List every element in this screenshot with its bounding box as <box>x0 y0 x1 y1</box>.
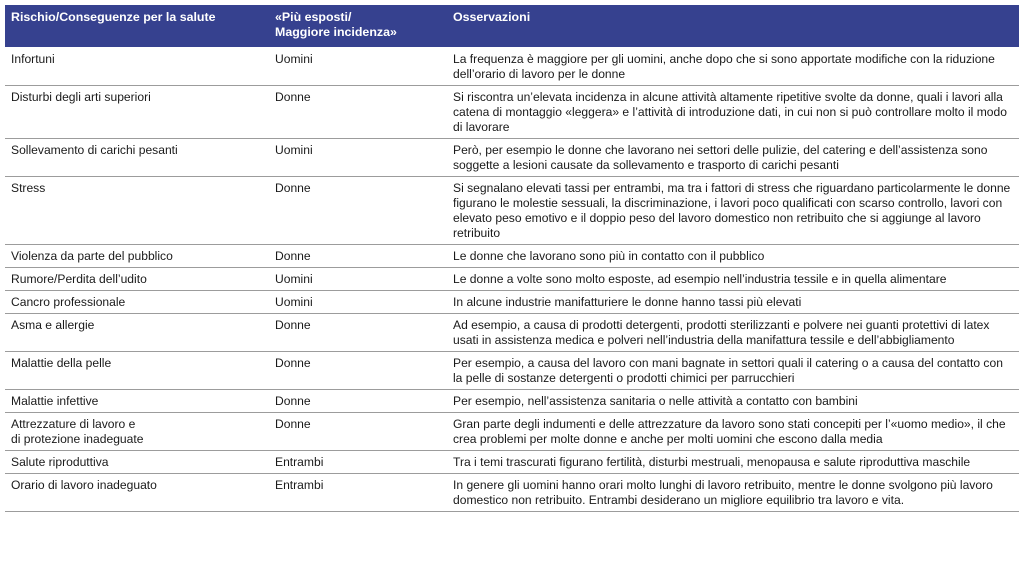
cell-risk: Disturbi degli arti superiori <box>5 86 267 139</box>
cell-risk: Cancro professionale <box>5 291 267 314</box>
table-row <box>5 47 1019 86</box>
cell-notes: Gran parte degli indumenti e delle attrezzature da lavoro sono stati concepiti per l’«uomo medio», il che crea problemi per molte donne e anche per molti uomini che escono dalla media <box>445 413 1019 451</box>
table-row <box>5 177 1019 245</box>
cell-exposed: Uomini <box>267 291 445 314</box>
cell-notes: Tra i temi trascurati figurano fertilità, disturbi mestruali, menopausa e salute riproduttiva maschile <box>445 451 1019 474</box>
cell-risk: Asma e allergie <box>5 314 267 352</box>
cell-exposed: Donne <box>267 86 445 139</box>
table-row <box>5 451 1019 474</box>
cell-risk: Malattie della pelle <box>5 352 267 390</box>
header-risk: Rischio/Conseguenze per la salute <box>11 10 216 24</box>
cell-notes: Ad esempio, a causa di prodotti detergenti, prodotti sterilizzanti e polvere nei guanti protettivi di latex usati in assistenza medica e polveri nell’industria della manifattura tessile e dell’abbigliamento <box>445 314 1019 352</box>
table-row <box>5 474 1019 512</box>
cell-risk: Infortuni <box>5 47 267 86</box>
cell-notes: Però, per esempio le donne che lavorano nei settori delle pulizie, del catering e dell’assistenza sono soggette a lesioni causate da sollevamento e trasporto di carichi pesanti <box>445 139 1019 177</box>
cell-exposed: Donne <box>267 390 445 413</box>
cell-exposed: Donne <box>267 314 445 352</box>
cell-notes: Le donne che lavorano sono più in contatto con il pubblico <box>445 245 1019 268</box>
table-row <box>5 291 1019 314</box>
cell-risk: Salute riproduttiva <box>5 451 267 474</box>
cell-risk: Stress <box>5 177 267 245</box>
cell-risk: Sollevamento di carichi pesanti <box>5 139 267 177</box>
header-exposed-line1: «Più esposti/ <box>275 10 352 24</box>
cell-exposed: Uomini <box>267 139 445 177</box>
header-exposed <box>267 5 445 47</box>
cell-notes: Le donne a volte sono molto esposte, ad esempio nell’industria tessile e in quella alimentare <box>445 268 1019 291</box>
cell-notes: Si segnalano elevati tassi per entrambi, ma tra i fattori di stress che riguardano particolarmente le donne figurano le molestie sessuali, la discriminazione, i lavori poco qualificati con scarso controllo, lavori con elevato peso emotivo e il doppio peso del lavoro domestico non retribuito che si aggiunge al lavoro retribuito <box>445 177 1019 245</box>
cell-exposed: Donne <box>267 245 445 268</box>
table-header <box>5 5 1019 47</box>
cell-exposed: Donne <box>267 413 445 451</box>
cell-notes: In genere gli uomini hanno orari molto lunghi di lavoro retribuito, mentre le donne svolgono più lavoro domestico non retribuito. Entrambi desiderano un migliore equilibrio tra lavoro e vita. <box>445 474 1019 512</box>
table-row <box>5 413 1019 451</box>
cell-notes: Per esempio, nell’assistenza sanitaria o nelle attività a contatto con bambini <box>445 390 1019 413</box>
risk-table <box>5 5 1019 512</box>
cell-risk: Malattie infettive <box>5 390 267 413</box>
table-row <box>5 352 1019 390</box>
cell-exposed: Uomini <box>267 47 445 86</box>
cell-notes: La frequenza è maggiore per gli uomini, anche dopo che si sono apportate modifiche con la riduzione dell’orario di lavoro per le donne <box>445 47 1019 86</box>
cell-risk: Attrezzature di lavoro e di protezione inadeguate <box>5 413 267 451</box>
cell-notes: Per esempio, a causa del lavoro con mani bagnate in settori quali il catering o a causa del contatto con la pelle di sostanze detergenti o prodotti chimici per parrucchieri <box>445 352 1019 390</box>
header-notes: Osservazioni <box>453 10 531 24</box>
header-row <box>5 5 1019 47</box>
table-row <box>5 268 1019 291</box>
table-row <box>5 245 1019 268</box>
table-row <box>5 86 1019 139</box>
cell-exposed: Uomini <box>267 268 445 291</box>
cell-notes: Si riscontra un’elevata incidenza in alcune attività altamente ripetitive svolte da donne, quali i lavori alla catena di montaggio «leggera» e l’attività di introduzione dati, in cui non si può controllare molto il modo di lavorare <box>445 86 1019 139</box>
cell-exposed: Entrambi <box>267 451 445 474</box>
cell-risk: Orario di lavoro inadeguato <box>5 474 267 512</box>
cell-notes: In alcune industrie manifatturiere le donne hanno tassi più elevati <box>445 291 1019 314</box>
header-exposed-line2: Maggiore incidenza» <box>275 25 397 39</box>
table-row <box>5 314 1019 352</box>
table-row <box>5 390 1019 413</box>
cell-exposed: Entrambi <box>267 474 445 512</box>
cell-exposed: Donne <box>267 352 445 390</box>
cell-risk: Rumore/Perdita dell’udito <box>5 268 267 291</box>
table-row <box>5 139 1019 177</box>
cell-risk: Violenza da parte del pubblico <box>5 245 267 268</box>
table-body <box>5 47 1019 512</box>
cell-exposed: Donne <box>267 177 445 245</box>
